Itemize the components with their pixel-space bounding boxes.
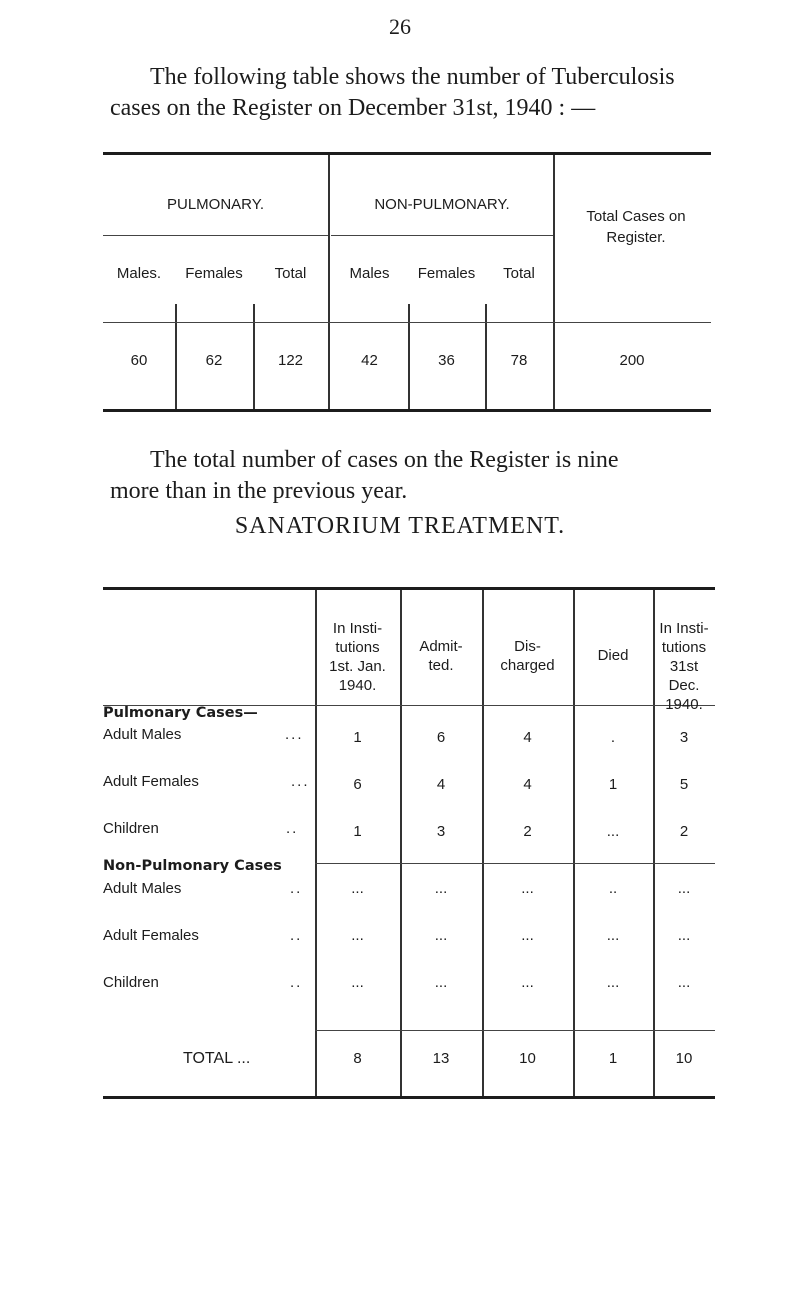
group-pulmonary-cases: Pulmonary Cases— bbox=[103, 705, 258, 721]
summary-line-2: more than in the previous year. bbox=[110, 478, 408, 504]
cell: ... bbox=[521, 974, 534, 991]
row-label: Adult Males bbox=[103, 726, 182, 743]
cell: ... bbox=[606, 974, 620, 991]
table-bottom-rule bbox=[103, 1096, 715, 1099]
header-non-pulmonary-females: Females bbox=[417, 265, 476, 282]
cell: 5 bbox=[679, 776, 689, 793]
cell: ... bbox=[434, 880, 448, 897]
cell: ... bbox=[434, 927, 448, 944]
header-non-pulmonary-total: Total bbox=[503, 265, 535, 282]
column-divider bbox=[553, 155, 555, 409]
summary-line-1: The total number of cases on the Register is nine bbox=[150, 447, 619, 473]
row-label: Adult Females bbox=[103, 927, 199, 944]
value-non-pulmonary-females: 36 bbox=[438, 352, 455, 369]
column-divider bbox=[573, 590, 575, 1096]
value-non-pulmonary-total: 78 bbox=[510, 352, 528, 369]
cell: 3 bbox=[679, 729, 689, 746]
cell: ... bbox=[677, 927, 691, 944]
cell: ... bbox=[521, 880, 534, 897]
cell: 1 bbox=[353, 823, 362, 840]
row-label: Children bbox=[103, 974, 159, 991]
summary-paragraph bbox=[110, 445, 732, 507]
column-divider bbox=[328, 155, 330, 409]
value-pulmonary-females: 62 bbox=[205, 352, 223, 369]
row-leader: ... bbox=[291, 773, 310, 790]
intro-line-2: cases on the Register on December 31st, 1940 : — bbox=[110, 95, 596, 121]
intro-paragraph bbox=[110, 62, 730, 124]
header-non-pulmonary-males: Males bbox=[349, 265, 390, 282]
cell: 1 bbox=[353, 729, 362, 746]
group-header-non-pulmonary: NON-PULMONARY. bbox=[374, 196, 510, 213]
cell: ... bbox=[351, 927, 364, 944]
header-pulmonary-total: Total bbox=[274, 265, 307, 282]
row-leader: .. bbox=[290, 974, 303, 991]
row-leader: .. bbox=[286, 820, 299, 837]
cell: 6 bbox=[436, 729, 446, 746]
table-top-rule bbox=[103, 152, 711, 155]
row-divider bbox=[103, 322, 711, 323]
total-cell: 1 bbox=[608, 1050, 618, 1067]
section-title: SANATORIUM TREATMENT. bbox=[234, 513, 566, 539]
row-leader: .. bbox=[290, 927, 303, 944]
row-divider bbox=[331, 235, 553, 236]
header-died: Died bbox=[597, 647, 629, 664]
group-non-pulmonary-cases: Non-Pulmonary Cases bbox=[103, 858, 282, 874]
row-leader: .. bbox=[290, 880, 303, 897]
cell: 4 bbox=[436, 776, 446, 793]
intro-line-1: The following table shows the number of Tuberculosis bbox=[150, 64, 675, 90]
cell: ... bbox=[606, 927, 620, 944]
table-bottom-rule bbox=[103, 409, 711, 412]
total-label: TOTAL ... bbox=[183, 1050, 251, 1067]
cell: ... bbox=[351, 880, 364, 897]
value-pulmonary-males: 60 bbox=[130, 352, 148, 369]
cell: ... bbox=[677, 880, 691, 897]
cell: 2 bbox=[523, 823, 532, 840]
row-label: Children bbox=[103, 820, 159, 837]
total-cell: 10 bbox=[519, 1050, 536, 1067]
value-non-pulmonary-males: 42 bbox=[361, 352, 378, 369]
cell: ... bbox=[606, 823, 620, 840]
value-total-register: 200 bbox=[619, 352, 645, 369]
cell: 1 bbox=[608, 776, 618, 793]
cell: . bbox=[610, 729, 616, 746]
row-label: Adult Females bbox=[103, 773, 199, 790]
row-divider bbox=[315, 863, 715, 864]
row-divider bbox=[103, 235, 328, 236]
total-cell: 10 bbox=[675, 1050, 693, 1067]
header-start-of-year: In Insti- tutions 1st. Jan. 1940. bbox=[329, 620, 386, 694]
header-pulmonary-females: Females bbox=[185, 265, 243, 282]
register-table bbox=[103, 152, 711, 412]
cell: ... bbox=[521, 927, 534, 944]
group-header-pulmonary: PULMONARY. bbox=[167, 196, 264, 213]
header-pulmonary-males: Males. bbox=[116, 265, 162, 282]
header-admitted: Admit- ted. bbox=[419, 638, 463, 674]
cell: 4 bbox=[523, 776, 532, 793]
cell: ... bbox=[351, 974, 364, 991]
page-number: 26 bbox=[389, 14, 411, 39]
row-leader: ... bbox=[285, 726, 304, 743]
cell: 4 bbox=[523, 729, 532, 746]
row-label: Adult Males bbox=[103, 880, 182, 897]
table-top-rule bbox=[103, 587, 715, 590]
header-end-of-year: In Insti- tutions 31st Dec. 1940. bbox=[659, 620, 709, 713]
row-divider bbox=[315, 1030, 715, 1031]
value-pulmonary-total: 122 bbox=[277, 352, 304, 369]
cell: 6 bbox=[353, 776, 362, 793]
sanatorium-table bbox=[103, 587, 715, 1099]
total-cell: 13 bbox=[432, 1050, 450, 1067]
cell: 2 bbox=[679, 823, 689, 840]
header-discharged: Dis- charged bbox=[500, 638, 555, 674]
group-header-total: Total Cases on Register. bbox=[586, 208, 686, 246]
cell: .. bbox=[608, 880, 618, 897]
cell: ... bbox=[677, 974, 691, 991]
cell: ... bbox=[434, 974, 448, 991]
total-cell: 8 bbox=[353, 1050, 362, 1067]
cell: 3 bbox=[436, 823, 446, 840]
